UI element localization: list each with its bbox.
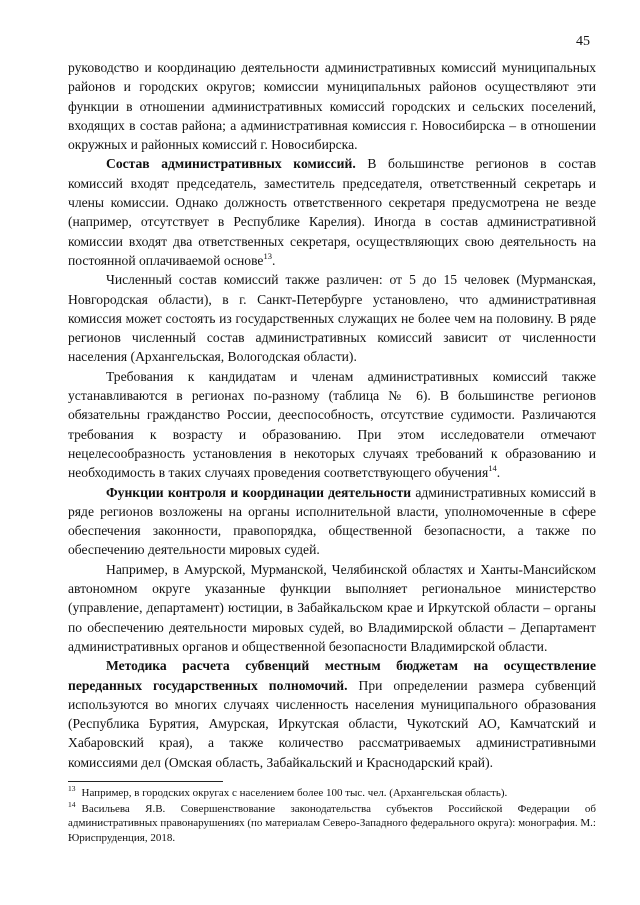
paragraph-4 bbox=[68, 367, 596, 483]
footnote-text: Васильева Я.В. Совершенствование законодательства субъектов Российской Федерации об административных правонарушениях (по материалам Северо-Западного федерального округа): монография. М.: Юриспруденция, 2018. bbox=[68, 803, 596, 844]
paragraph-5 bbox=[68, 483, 596, 560]
paragraph-4-tail: . bbox=[496, 465, 501, 481]
body-text bbox=[68, 58, 596, 772]
paragraph-3 bbox=[68, 270, 596, 366]
footnote-14 bbox=[68, 802, 596, 845]
paragraph-6 bbox=[68, 560, 596, 656]
paragraph-1 bbox=[68, 58, 596, 154]
paragraph-7-heading: Методика расчета субвенций местным бюджетам на осуществление переданных государственных полномочий. bbox=[68, 658, 596, 693]
paragraph-3-text: Численный состав комиссий также различен: от 5 до 15 человек (Мурманская, Новгородская области), в г. Санкт-Петербурге установлено, что административная комиссия может состоять из государственных служащих не более чем на половину. В ряде регионов численный состав административных комиссий зависит от численности населения (Архангельская, Вологодская области). bbox=[68, 272, 596, 365]
footnote-number: 14 bbox=[68, 800, 76, 810]
paragraph-1-text: руководство и координацию деятельности административных комиссий муниципальных районов и городских округов; комиссии муниципальных районов осуществляют эти функции в отношении административных комиссий городских и сельских поселений, входящих в состав района; а административная комиссия г. Новосибирска – в отношении окружных и районных комиссий г. Новосибирска. bbox=[68, 60, 596, 153]
paragraph-2-tail: . bbox=[271, 252, 276, 268]
paragraph-2 bbox=[68, 154, 596, 270]
footnote-ref-13[interactable]: 13 bbox=[263, 250, 272, 261]
paragraph-2-text: В большинстве регионов в состав комиссий входят председатель, заместитель председателя, ответственный секретарь и члены комиссии. Однако должность ответственного секретаря предусмотрена не везде (например, отсутствует в Республике Карелия). Иногда в состав административной комиссии входят два ответственных секретаря, осуществляющих свою деятельность на постоянной оплачиваемой основе bbox=[68, 156, 596, 268]
page-number: 45 bbox=[576, 34, 590, 49]
footnotes bbox=[68, 786, 596, 847]
footnote-separator bbox=[68, 781, 223, 782]
paragraph-5-heading: Функции контроля и координации деятельности bbox=[106, 484, 412, 500]
footnote-number: 13 bbox=[68, 784, 76, 793]
paragraph-4-text: Требования к кандидатам и членам административных комиссий также устанавливаются в регионах по-разному (таблица № 6). В большинстве регионов обязательны гражданство России, дееспособность, отсутствие судимости. Различаются требования к возрасту и образованию. При этом исследователи отмечают нецелесообразность установления в некоторых случаях требований к образованию и необходимость в таких случаях проведения соответствующего обучения bbox=[68, 368, 596, 481]
paragraph-6-text: Например, в Амурской, Мурманской, Челябинской областях и Ханты-Мансийском автономном округе указанные функции выполняет региональное министерство (управление, департамент) юстиции, в Забайкальском крае и Иркутской области – органы по обеспечению деятельности мировых судей, во Владимирской области – Департамент административных органов и общественной безопасности Владимирской области. bbox=[68, 561, 596, 654]
paragraph-7 bbox=[68, 656, 596, 772]
paragraph-2-heading: Состав административных комиссий. bbox=[106, 156, 356, 172]
paragraph-5-text: административных комиссий в ряде регионов возложены на органы исполнительной власти, уполномоченные в сфере обеспечения законности, правопорядка, общественной безопасности, а также по обеспечению деятельности мировых судей. bbox=[68, 484, 596, 558]
paragraph-7-text: При определении размера субвенций используются во многих случаях численность населения муниципального образования (Республика Бурятия, Амурская, Иркутская области, Чукотский АО, Камчатский и Хабаровский края), а также количество рассматриваемых административными комиссиями дел (Омская область, Забайкальский и Краснодарский край). bbox=[68, 677, 596, 770]
footnote-text: Например, в городских округах с населением более 100 тыс. чел. (Архангельская область). bbox=[81, 787, 508, 799]
footnote-13 bbox=[68, 786, 596, 800]
footnote-ref-14[interactable]: 14 bbox=[488, 463, 497, 474]
